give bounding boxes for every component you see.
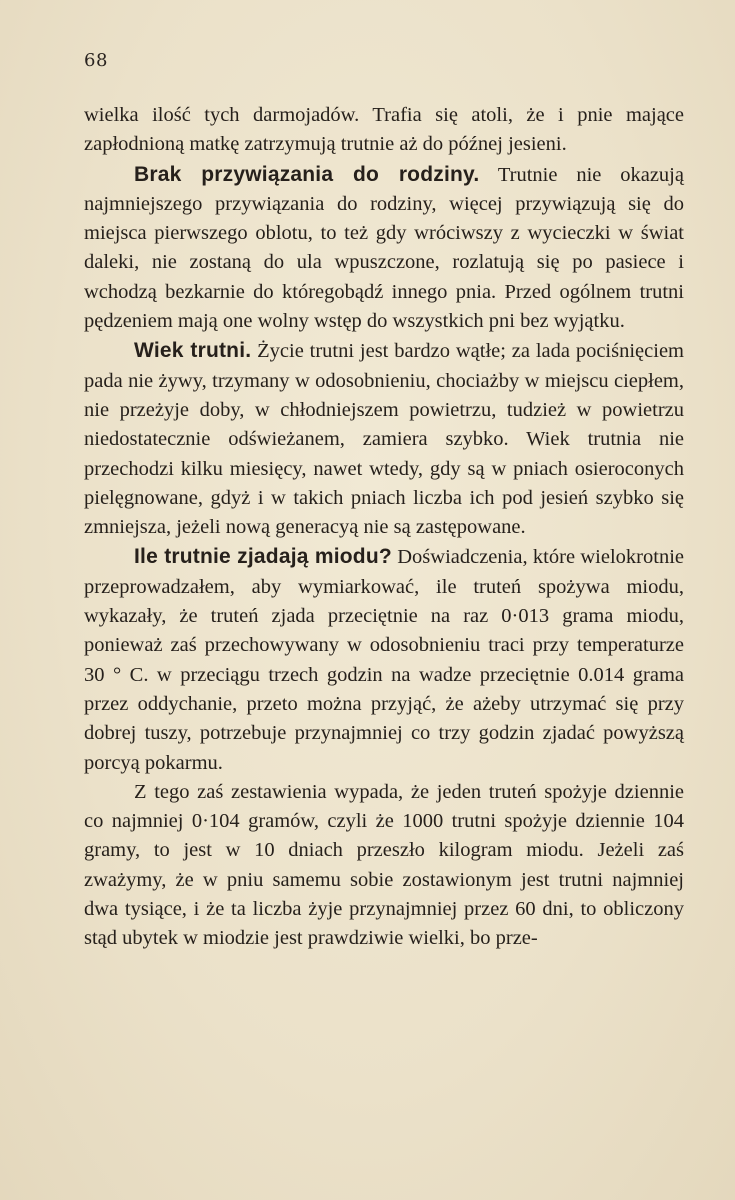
section-heading-honey: Ile trutnie zjadają miodu? [134,545,392,569]
paragraph-5 [84,778,684,954]
page-number: 68 [84,50,108,71]
paragraph-text: Trutnie nie okazują najmniejszego przywiązania do rodziny, więcej przywiązują się do miejsca pierwszego oblotu, to też gdy wróciwszy z wycieczki w świat daleki, nie zostaną do ula wpuszczone, rozlatują się po pasiece i wchodzą bezkarnie do któregobądź innego pnia. Przed ogólnem trutni pędzeniem mają one wolny wstęp do wszystkich pni bez wyjątku. [84,163,684,333]
section-heading-age: Wiek trutni. [134,339,252,363]
paragraph-text: Życie trutni jest bardzo wątłe; za lada pociśnięciem pada nie żywy, trzymany w odosobnieniu, chociażby w miejscu ciepłem, nie przeżyje doby, w chłodniejszem powietrzu, tudzież w powietrzu niedostatecznie odświeżanem, zamiera szybko. Wiek trutnia nie przechodzi kilku miesięcy, nawet wtedy, gdy są w pniach osieroconych pielęgnowane, gdyż i w takich pniach liczba ich pod jesień szybko się zmniejsza, jeżeli nową generacyą nie są zastępowane. [84,340,684,539]
paragraph-text: Z tego zaś zestawienia wypada, że jeden truteń spożyje dziennie co najmniej 0·104 gramów, czyli że 1000 trutni spożyje dziennie 104 gramy, to jest w 10 dniach przeszło kilogram miodu. Jeżeli zaś zważymy, że w pniu samemu sobie zostawionym jest trutni najmniej dwa tysiące, i że ta liczba żyje przynajmniej przez 60 dni, to obliczony stąd ubytek w miodzie jest prawdziwie wielki, bo prze- [84,780,684,950]
paragraph-text: Doświadczenia, które wielokrotnie przeprowadzałem, aby wymiarkować, ile truteń spożywa miodu, wykazały, że truteń zjada przeciętnie na raz 0·013 grama miodu, ponieważ zaś przechowywany w odosobnieniu traci przy temperaturze 30 ° C. w przeciągu trzech godzin na wadze przeciętnie 0.014 grama przez oddychanie, przeto można przyjąć, że ażeby utrzymać się przy dobrej tuszy, potrzebuje przynajmniej co trzy godzin zjadać powyższą porcyą pokarmu. [84,546,684,774]
paragraph-text: wielka ilość tych darmojadów. Trafia się atoli, że i pnie mające zapłodnioną matkę zatrzymują trutnie aż do późnej jesieni. [84,104,684,156]
section-heading-attachment: Brak przywiązania do rodziny. [134,162,480,186]
paragraph-3 [84,336,684,542]
paragraph-2 [84,160,684,337]
paragraph-4 [84,542,684,777]
paragraph-1 [84,101,684,160]
body-text [84,101,684,954]
